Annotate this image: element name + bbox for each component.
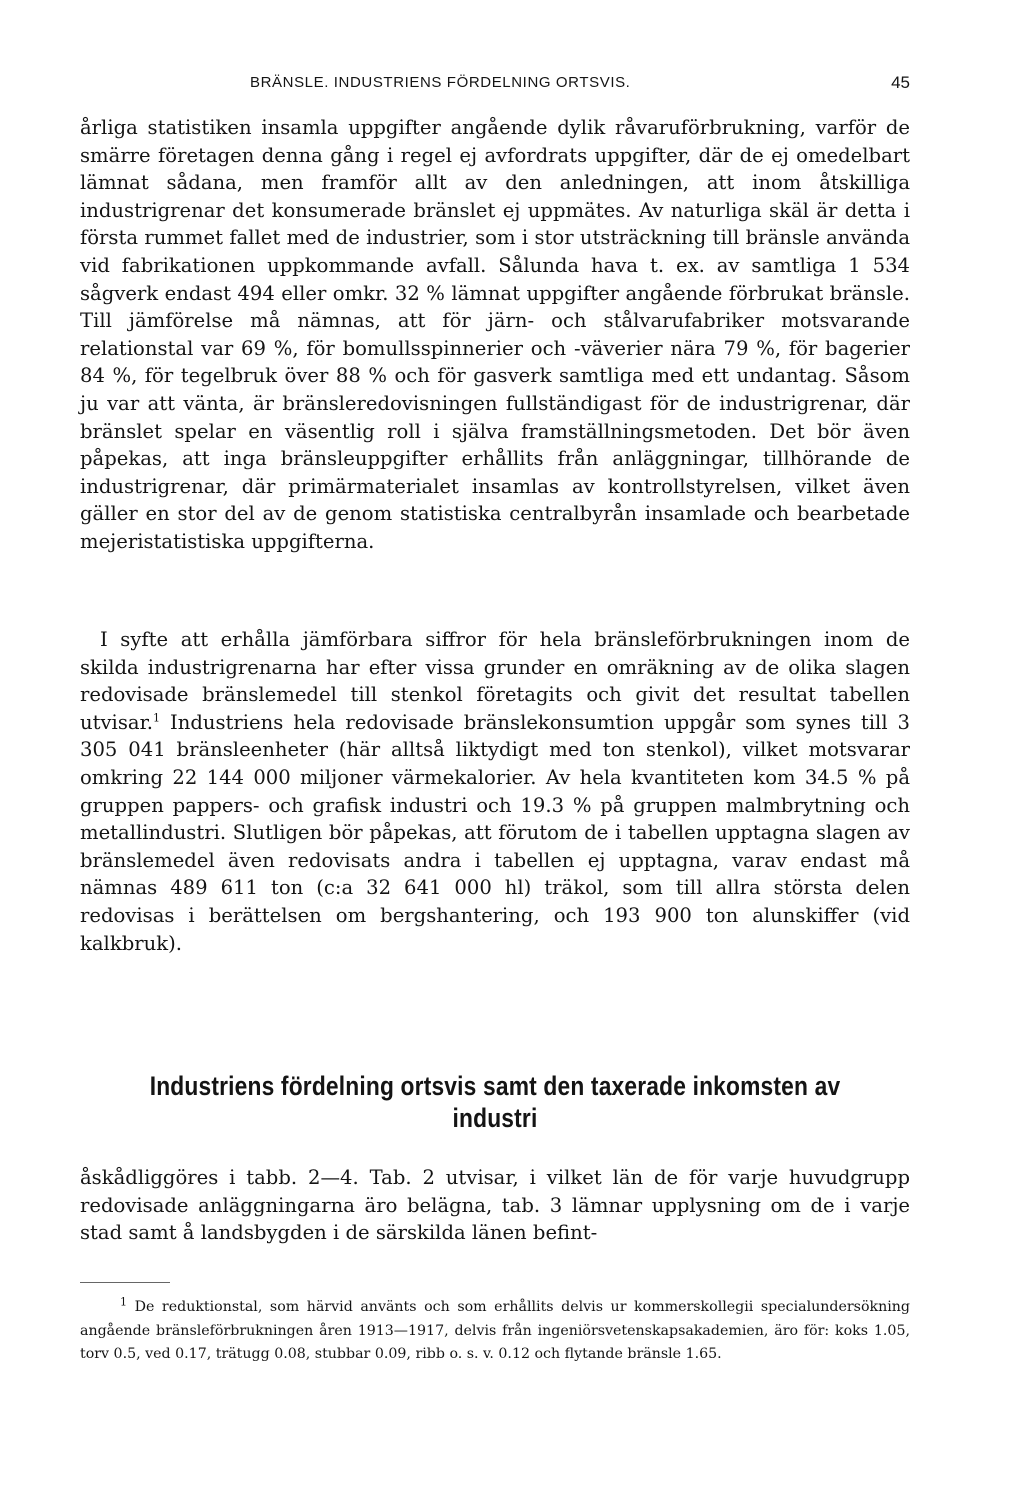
- page-number: 45: [891, 73, 910, 92]
- paragraph-3-text: åskådliggöres i tabb. 2—4. Tab. 2 utvisar, i vilket län de för varje huvudgrupp redovisade anläggningarna äro belägna, tab. 3 lämnar upplysning om de i varje stad samt å landsbygden i de särskilda länen befint-: [80, 1166, 910, 1245]
- footnote-text: [80, 1296, 910, 1367]
- running-title: BRÄNSLE. INDUSTRIENS FÖRDELNING ORTSVIS.: [250, 74, 631, 91]
- paragraph-3: [80, 1164, 910, 1247]
- footnote-reference: 1: [153, 711, 161, 725]
- footnote: [80, 1296, 910, 1367]
- paragraph-1: [80, 114, 910, 556]
- paragraph-1-text: årliga statistiken insamla uppgifter angående dylik råvaruförbrukning, varför de smärre företagen denna gång i regel ej avfordrats uppgifter, där de ej omedelbart lämnat sådana, men framför allt av den anledningen, att inom åtskilliga industrigrenar det konsumerade bränslet ej uppmätes. Av naturliga skäl är detta i första rummet fallet med de industrier, som i stor utsträckning till bränsle använda vid fabrikationen uppkommande avfall. Sålunda hava t. ex. av samtliga 1 534 sågverk endast 494 eller omkr. 32 % lämnat uppgifter angående förbrukat bränsle. Till jämförelse må nämnas, att för järn- och stålvarufabriker motsvarande relationstal var 69 %, för bomullsspinnerier och -väverier nära 79 %, för bagerier 84 %, för tegelbruk över 88 % och för gasverk samtliga med ett undantag. Såsom ju var att vänta, är bränsleredovisningen fullständigast för de industrigrenar, där bränslet spelar en väsentlig roll i själva framställningsmetoden. Det bör även påpekas, att inga bränsleuppgifter erhållits från anläggningar, tillhörande de industrigrenar, där primärmaterialet insamlas av kontrollstyrelsen, vilket även gäller en stor del av de genom statistiska centralbyrån insamlade och bearbetade mejeristatistiska uppgifterna.: [80, 116, 910, 553]
- running-head: [80, 74, 910, 98]
- paragraph-2: [80, 626, 910, 957]
- paragraph-2-part-2: Industriens hela redovisade bränslekonsumtion uppgår som synes till 3 305 041 bränsleenheter (här alltså liktydigt med ton stenkol), vilket motsvarar omkring 22 144 000 miljoner värmekalorier. Av hela kvantiteten kom 34.5 % på gruppen pappers- och grafisk industri och 19.3 % på gruppen malmbrytning och metallindustri. Slutligen bör påpekas, att förutom de i tabellen upptagna slagen av bränslemedel även redovisats andra i tabellen ej upptagna, varav endast må nämnas 489 611 ton (c:a 32 641 000 hl) träkol, som till allra största delen redovisas i berättelsen om bergshantering, och 193 900 ton alunskiffer (vid kalkbruk).: [80, 710, 910, 955]
- paragraph-2-part-1: I syfte att erhålla jämförbara siffror för hela bränsleförbrukningen inom de skilda industrigrenarna har efter vissa grunder en omräkning av de olika slagen redovisade bränslemedel till stenkol företagits och givit det resultat tabellen utvisar.: [80, 628, 910, 734]
- footnote-mark: 1: [120, 1295, 127, 1309]
- paragraph-2-text: [80, 626, 910, 957]
- footnote-body: De reduktionstal, som härvid använts och som erhållits delvis ur kommerskollegii specialundersökning angående bränsleförbrukningen åren 1913—1917, delvis från ingeniörsvetenskapsakademien, äro för: koks 1.05, torv 0.5, ved 0.17, trätugg 0.08, stubbar 0.09, ribb o. s. v. 0.12 och flytande bränsle 1.65.: [80, 1299, 910, 1362]
- section-heading: Industriens fördelning ortsvis samt den taxerade inkomsten av industri: [149, 1071, 841, 1133]
- footnote-divider: [80, 1282, 170, 1283]
